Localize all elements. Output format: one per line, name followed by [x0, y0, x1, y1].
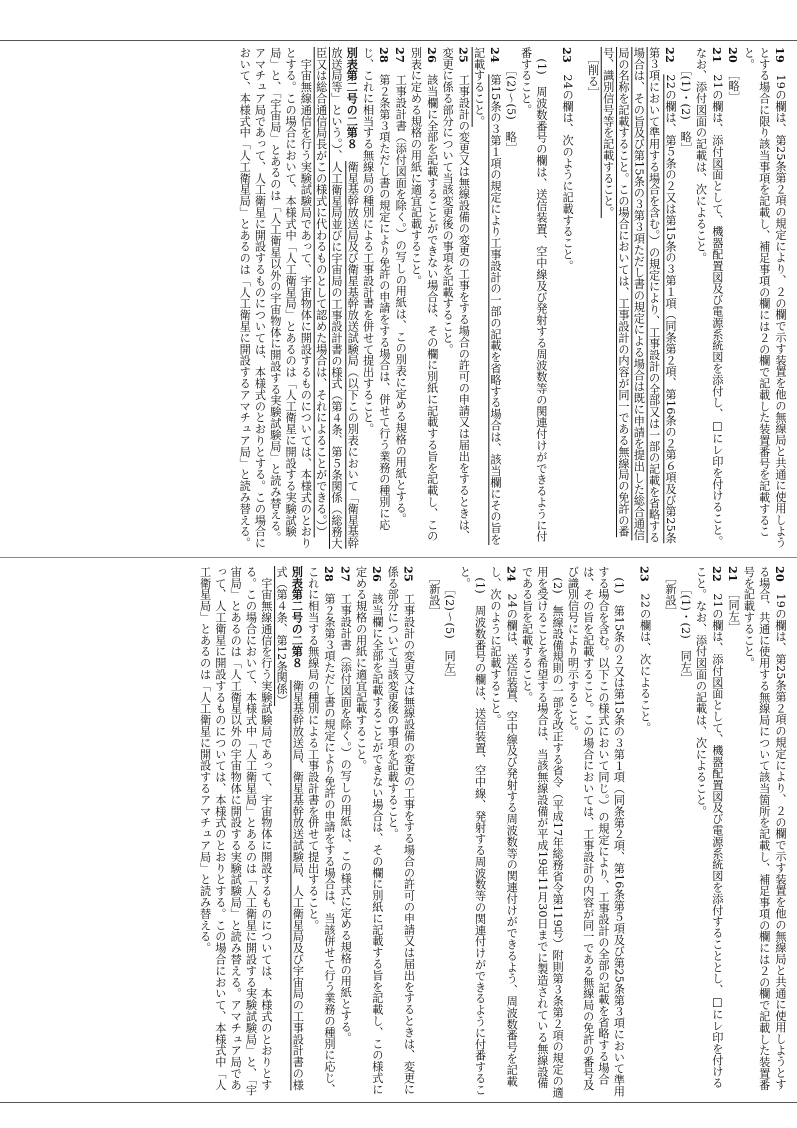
item-23-sub-2: ［(2)～(5) 略］ — [504, 69, 518, 155]
item-23: 23 24の欄は、次のように記載すること。 — [560, 47, 575, 272]
old-item-24-sub-2: ［(2)～(5) 同左］ — [443, 588, 457, 685]
bottom-rule — [0, 1102, 797, 1103]
old-item-28: 28 第２条第３項ただし書の規定により免許の申請をする場合は、当該併せて行う業務の種別に応じ、これに相当する無線局の種別による工事設計書を併せて提出すること。 — [306, 566, 336, 1095]
top-rule — [0, 40, 797, 41]
current-text-column — [187, 564, 788, 1098]
new-note-2: ［新設］ — [427, 577, 441, 618]
item-21-sub: ［(1)・(2) 略］ — [679, 69, 693, 155]
item-20: 20 ［略］ — [726, 47, 741, 103]
item-19: 19 19の欄は、第25条第２項の規定により、２の欄で示す装置を他の無線局と共通に使用しようとする場合に限り該当事項を記載し、補足事項の欄には２の欄で記載した装置番号を記載すること。 — [742, 47, 787, 549]
old-item-22: 22 21の欄は、添付図面として、機器配置図及び電源系統図を添付することとし、□にレ印を付けること。なお、添付図面の記載は、次によること。 — [694, 566, 724, 1089]
item-28: 28 第２条第３項ただし書の規定により免許の申請をする場合は、併せて行う業務の種別に応じ、これに相当する無線局の種別による工事設計書を併せて提出すること。 — [361, 47, 391, 531]
revised-text-panel — [10, 45, 788, 550]
revised-text-column — [227, 45, 788, 550]
old-item-21: 21 ［同左］ — [726, 566, 741, 634]
old-item-22-sub: ［(1)・(2) 同左］ — [679, 588, 693, 685]
item-24: 24 第15条の３第１項の規定により工事設計の一部の記載を省略する場合は、該当欄にその旨を記載すること。 — [472, 47, 502, 546]
section-heading: 別表第二号の二第８ 衛星基幹放送局及び衛星基幹放送試験局（以下この別表において「衛星基幹放送局等」という。）、人工衛星局並びに宇宙局の工事設計書の様式（第４条、第５条関係（総務大臣又は総合通信局長がこの様式に代わるものとして認めた場合は、それによることができる。）） — [314, 47, 360, 549]
old-section-body: 宇宙無線通信を行う実験試験局であって、宇宙物体に開設するものについては、本様式のとおりとする。この場合において、本様式中「人工衛星局」とあるのは「人工衛星に開設する実験試験局」と、「宇宙局」とあるのは「人工衛星以外の宇宙物体に開設する実験試験局」と読み替える。アマチュア局であって、人工衛星に開設するものについては、本様式のとおりとする。この場合において、本様式中「人工衛星局」とあるのは「人工衛星に開設するアマチュア局」と読み替える。 — [198, 566, 273, 1097]
current-text-panel — [10, 564, 788, 1098]
panel-divider — [0, 557, 797, 558]
section-body: 宇宙無線通信を行う実験試験局であって、宇宙物体に開設するものについては、本様式のとおりとする。この場合において、本様式中「人工衛星局」とあるのは「人工衛星に開設する実験試験局」と、「宇宙局」とあるのは「人工衛星以外の宇宙物体に開設する実験試験局」と読み替える。アマチュア局であって、人工衛星に開設するものについては、本様式のとおりとする。この場合において、本様式中「人工衛星局」とあるのは「人工衛星に開設するアマチュア局」と読み替える。 — [238, 47, 313, 549]
old-item-23-sub-2: (2) 無線設備規則の一部を改正する省令（平成17年総務省令第119号）附則第３条第２項の規定の適用を受けることを希望する場合は、当該無線設備が平成19年11月30日までに製造されている無線設備である旨を記載すること。 — [520, 566, 565, 1098]
item-26: 26 該当欄に全部を記載することができない場合は、その欄に別紙に記載する旨を記載し、この別表に定める規格の用紙に適宜記載すること。 — [409, 47, 439, 542]
item-21: 21 21の欄は、添付図面として、機器配置図及び電源系統図を添付し、□にレ印を付けること。なお、添付図面の記載は、次によること。 — [694, 47, 724, 547]
new-note-1: ［新設］ — [663, 577, 677, 618]
old-item-20: 20 19の欄は、第25条第２項の規定により、２の欄で示す装置を他の無線局と共通に使用しようとする場合、共通に使用する無線局について該当箇所を記載し、補足事項の欄には２の欄で記載した装置番号を記載すること。 — [742, 566, 787, 1091]
old-item-24: 24 24の欄は、送信装置、空中線及び発射する周波数等の関連付けができるよう、周波数番号を記載し、次のように記載すること。 — [488, 566, 519, 1087]
old-item-23: 23 22の欄は、次によること。 — [637, 566, 652, 734]
old-item-26: 26 該当欄に全部を記載することができない場合は、その欄に別紙に記載する旨を記載し、この様式に定める規格の用紙に適宜記載すること。 — [354, 566, 384, 1095]
old-item-24-sub-1: (1) 周波数番号の欄は、送信装置、空中線、発射する周波数等の関連付けができるように付番すること。 — [458, 566, 487, 1096]
deleted-note: ［削る］ — [586, 58, 600, 99]
old-item-27: 27 工事設計書（添付図面を除く。）の写しの用紙は、この様式に定める規格の用紙とする。 — [338, 566, 353, 1044]
item-25: 25 工事設計の変更又は無線設備の変更の工事をする場合の許可の申請又は届出をするときは、変更に係る部分について当該変更後の事項を記載すること。 — [441, 47, 471, 542]
old-item-25: 25 工事設計の変更又は無線設備の変更の工事をする場合の許可の申請又は届出をするときは、変更に係る部分について当該変更後の事項を記載すること。 — [386, 566, 416, 1095]
item-22: 22 22の欄は、第５条の２又は第15条の３第１項（同条第２項、第16条の２第６項及び第25条第３項において準用する場合を含む。）の規定により、工事設計の全部又は一部の記載を省略する場合は、その旨及び第15条の３第３項ただし書の規定による場合は既に申請を提出した総合通信局の名称を記載すること。この場合においては、工事設計の内容が同一である無線局の免許の番号、識別信号等を記載すること。 — [601, 47, 677, 544]
item-27: 27 工事設計書（添付図面を除く。）の写しの用紙は、この別表に定める規格の用紙とする。 — [393, 47, 408, 525]
item-23-sub-1: (1) 周波数番号の欄は、送信装置、空中線及び発射する周波数等の関連付けができるように付番すること。 — [519, 47, 548, 543]
old-item-23-sub-1: (1) 第15条の２又は第15条の３第１項（同条第２項、第16条第５項及び第25条第３項において準用する場合を含む。以下この様式において同じ。）の規定により、工事設計の全部の記載を省略する場合は、その旨を記載すること。この場合においては、工事設計の内容が同一である無線局の免許の番号及び識別信号により明示すること。 — [566, 566, 626, 1097]
old-section-heading: 別表第二号の二第８ 衛星基幹放送局、衛星基幹放送試験局、人工衛星局及び宇宙局の工事設計書の様式（第４条、第12条関係） — [275, 566, 305, 1091]
